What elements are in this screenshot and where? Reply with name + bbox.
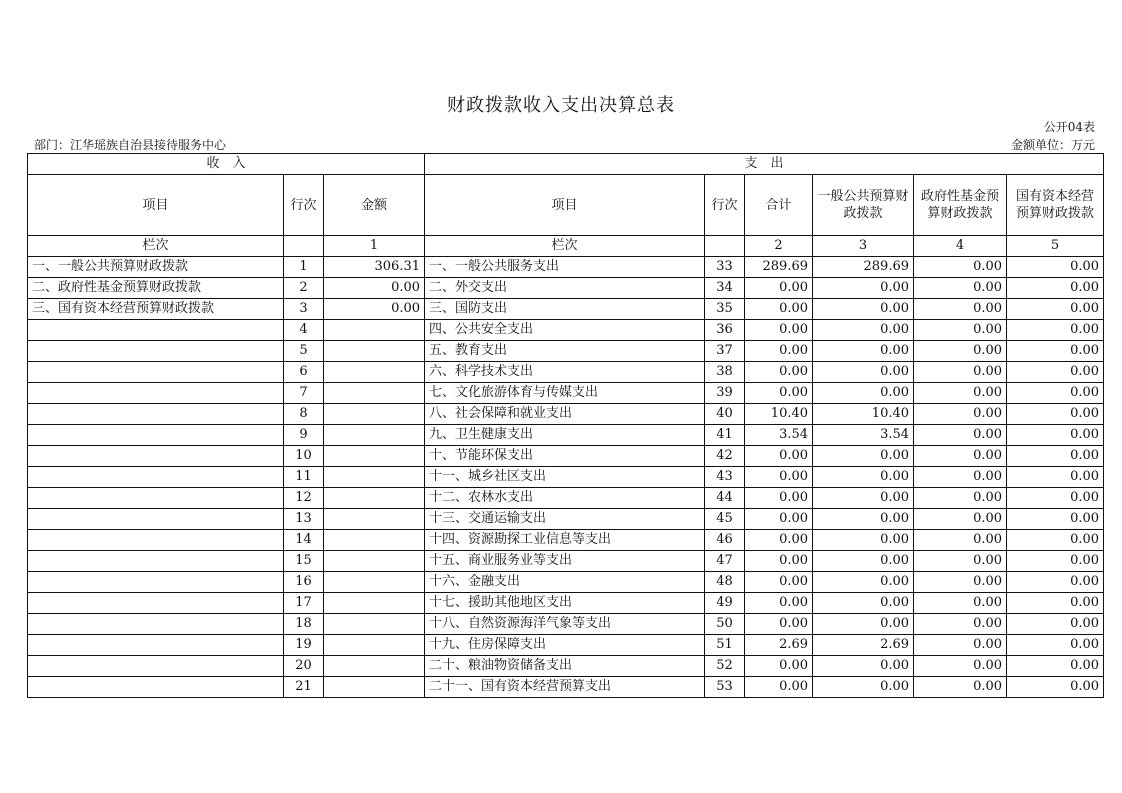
general-budget-cell: 0.00 (813, 467, 914, 488)
state-capital-cell: 0.00 (1007, 551, 1104, 572)
income-amount-cell (324, 341, 425, 362)
income-amount-cell (324, 488, 425, 509)
unit-label: 金额单位：万元 (1010, 138, 1095, 152)
general-budget-cell: 0.00 (813, 656, 914, 677)
income-amount-cell (324, 320, 425, 341)
table-row (28, 614, 1104, 635)
expense-row-number-cell: 44 (705, 488, 745, 509)
expense-row-number-cell: 46 (705, 530, 745, 551)
expense-row-number-cell: 49 (705, 593, 745, 614)
fund-budget-cell: 0.00 (914, 362, 1007, 383)
income-item-cell: 一、一般公共预算财政拨款 (28, 257, 284, 278)
income-amount-cell (324, 656, 425, 677)
income-amount-cell: 306.31 (324, 257, 425, 278)
state-capital-cell: 0.00 (1007, 425, 1104, 446)
income-item-cell (28, 614, 284, 635)
total-cell: 0.00 (745, 572, 813, 593)
total-cell: 0.00 (745, 341, 813, 362)
expense-row-number-cell: 48 (705, 572, 745, 593)
income-amount-cell (324, 677, 425, 698)
table-row (28, 635, 1104, 656)
expense-item-header: 项目 (425, 175, 705, 236)
income-row-number-cell: 16 (284, 572, 324, 593)
income-row-number-cell: 3 (284, 299, 324, 320)
state-capital-cell: 0.00 (1007, 509, 1104, 530)
fund-budget-cell: 0.00 (914, 530, 1007, 551)
income-row-number-cell: 19 (284, 635, 324, 656)
income-amount-cell (324, 467, 425, 488)
general-budget-cell: 0.00 (813, 446, 914, 467)
expense-row-number-cell: 51 (705, 635, 745, 656)
state-capital-cell: 0.00 (1007, 488, 1104, 509)
state-capital-cell: 0.00 (1007, 677, 1104, 698)
table-row (28, 341, 1104, 362)
total-cell: 0.00 (745, 530, 813, 551)
income-row-number-cell: 13 (284, 509, 324, 530)
income-item-cell (28, 593, 284, 614)
income-amount-cell (324, 383, 425, 404)
fund-budget-cell: 0.00 (914, 488, 1007, 509)
state-capital-cell: 0.00 (1007, 278, 1104, 299)
total-cell: 0.00 (745, 551, 813, 572)
fund-budget-cell: 0.00 (914, 593, 1007, 614)
table-row (28, 299, 1104, 320)
income-amount-cell (324, 551, 425, 572)
fund-budget-cell: 0.00 (914, 299, 1007, 320)
table-row (28, 509, 1104, 530)
income-row-number-cell: 20 (284, 656, 324, 677)
expense-item-cell: 三、国防支出 (425, 299, 705, 320)
expense-item-cell: 十八、自然资源海洋气象等支出 (425, 614, 705, 635)
general-budget-cell: 0.00 (813, 530, 914, 551)
summary-table (27, 153, 1104, 698)
income-amount-cell (324, 530, 425, 551)
expense-item-cell: 八、社会保障和就业支出 (425, 404, 705, 425)
state-capital-cell: 0.00 (1007, 257, 1104, 278)
income-row-number-cell: 11 (284, 467, 324, 488)
fund-budget-cell: 0.00 (914, 446, 1007, 467)
general-budget-cell: 0.00 (813, 299, 914, 320)
expense-item-cell: 五、教育支出 (425, 341, 705, 362)
income-item-cell (28, 635, 284, 656)
table-row (28, 467, 1104, 488)
income-amount-header: 金额 (324, 175, 425, 236)
state-capital-cell: 0.00 (1007, 320, 1104, 341)
expense-row-number-cell: 52 (705, 656, 745, 677)
general-budget-cell: 0.00 (813, 614, 914, 635)
page-title: 财政拨款收入支出决算总表 (447, 95, 675, 116)
state-capital-header: 国有资本经营预算财政拨款 (1007, 175, 1104, 236)
income-amount-cell (324, 593, 425, 614)
income-row-number-cell: 4 (284, 320, 324, 341)
table-row (28, 530, 1104, 551)
table-row (28, 362, 1104, 383)
income-amount-colno: 1 (324, 236, 425, 257)
general-budget-cell: 289.69 (813, 257, 914, 278)
table-row (28, 551, 1104, 572)
total-cell: 0.00 (745, 299, 813, 320)
general-budget-cell: 0.00 (813, 383, 914, 404)
total-cell: 289.69 (745, 257, 813, 278)
income-amount-cell (324, 446, 425, 467)
general-budget-cell: 0.00 (813, 278, 914, 299)
general-colno: 3 (813, 236, 914, 257)
expense-row-number-cell: 36 (705, 320, 745, 341)
fund-budget-cell: 0.00 (914, 572, 1007, 593)
fund-budget-cell: 0.00 (914, 341, 1007, 362)
income-row-number-cell: 15 (284, 551, 324, 572)
total-header: 合计 (745, 175, 813, 236)
table-row (28, 425, 1104, 446)
expense-row-number-cell: 33 (705, 257, 745, 278)
form-number: 公开04表 (1043, 120, 1095, 134)
expense-item-cell: 一、一般公共服务支出 (425, 257, 705, 278)
expense-row-blank (705, 236, 745, 257)
state-capital-cell: 0.00 (1007, 362, 1104, 383)
fund-budget-cell: 0.00 (914, 677, 1007, 698)
fund-budget-cell: 0.00 (914, 404, 1007, 425)
expense-item-cell: 九、卫生健康支出 (425, 425, 705, 446)
table-row (28, 488, 1104, 509)
total-cell: 0.00 (745, 446, 813, 467)
expense-row-number-cell: 50 (705, 614, 745, 635)
income-item-cell (28, 467, 284, 488)
expense-row-number-cell: 35 (705, 299, 745, 320)
income-amount-cell (324, 614, 425, 635)
expense-item-cell: 十九、住房保障支出 (425, 635, 705, 656)
total-cell: 0.00 (745, 278, 813, 299)
income-amount-cell (324, 425, 425, 446)
expense-item-cell: 六、科学技术支出 (425, 362, 705, 383)
expense-row-number-cell: 53 (705, 677, 745, 698)
general-budget-cell: 10.40 (813, 404, 914, 425)
fund-budget-cell: 0.00 (914, 383, 1007, 404)
expense-item-cell: 十、节能环保支出 (425, 446, 705, 467)
table-row (28, 257, 1104, 278)
income-item-cell (28, 530, 284, 551)
state-capital-cell: 0.00 (1007, 299, 1104, 320)
total-cell: 0.00 (745, 593, 813, 614)
expense-row-number-cell: 47 (705, 551, 745, 572)
income-item-cell (28, 488, 284, 509)
expense-item-cell: 二十、粮油物资储备支出 (425, 656, 705, 677)
fund-budget-cell: 0.00 (914, 467, 1007, 488)
fund-budget-cell: 0.00 (914, 635, 1007, 656)
expense-item-cell: 二十一、国有资本经营预算支出 (425, 677, 705, 698)
income-item-cell (28, 341, 284, 362)
state-capital-cell: 0.00 (1007, 341, 1104, 362)
expense-row-number-cell: 43 (705, 467, 745, 488)
general-budget-cell: 0.00 (813, 593, 914, 614)
expense-item-cell: 十二、农林水支出 (425, 488, 705, 509)
department-label: 部门：江华瑶族自治县接待服务中心 (34, 138, 227, 152)
general-budget-cell: 0.00 (813, 488, 914, 509)
table-row (28, 677, 1104, 698)
table-row (28, 446, 1104, 467)
state-capital-cell: 0.00 (1007, 656, 1104, 677)
income-row-number-cell: 21 (284, 677, 324, 698)
income-amount-cell (324, 572, 425, 593)
table-row (28, 656, 1104, 677)
expense-item-cell: 十六、金融支出 (425, 572, 705, 593)
fund-budget-cell: 0.00 (914, 278, 1007, 299)
state-capital-cell: 0.00 (1007, 635, 1104, 656)
general-budget-cell: 0.00 (813, 677, 914, 698)
fund-budget-cell: 0.00 (914, 509, 1007, 530)
general-budget-cell: 0.00 (813, 551, 914, 572)
fund-colno: 4 (914, 236, 1007, 257)
state-capital-cell: 0.00 (1007, 404, 1104, 425)
expense-section-header: 支 出 (425, 154, 1104, 175)
income-row-number-cell: 9 (284, 425, 324, 446)
state-colno: 5 (1007, 236, 1104, 257)
expense-row-number-cell: 34 (705, 278, 745, 299)
expense-item-cell: 十五、商业服务业等支出 (425, 551, 705, 572)
column-number-row (28, 236, 1104, 257)
income-amount-cell (324, 509, 425, 530)
state-capital-cell: 0.00 (1007, 383, 1104, 404)
total-cell: 0.00 (745, 614, 813, 635)
income-row-number-cell: 5 (284, 341, 324, 362)
total-cell: 0.00 (745, 320, 813, 341)
income-row-number-cell: 10 (284, 446, 324, 467)
total-cell: 0.00 (745, 677, 813, 698)
expense-item-cell: 十三、交通运输支出 (425, 509, 705, 530)
table-row (28, 572, 1104, 593)
general-budget-cell: 0.00 (813, 362, 914, 383)
income-row-header: 行次 (284, 175, 324, 236)
income-row-number-cell: 1 (284, 257, 324, 278)
income-amount-cell: 0.00 (324, 278, 425, 299)
total-cell: 10.40 (745, 404, 813, 425)
general-budget-cell: 0.00 (813, 341, 914, 362)
income-item-cell (28, 509, 284, 530)
income-item-cell (28, 362, 284, 383)
income-row-number-cell: 14 (284, 530, 324, 551)
total-cell: 0.00 (745, 509, 813, 530)
fund-budget-header: 政府性基金预算财政拨款 (914, 175, 1007, 236)
general-budget-cell: 0.00 (813, 320, 914, 341)
table-row (28, 383, 1104, 404)
expense-item-cell: 七、文化旅游体育与传媒支出 (425, 383, 705, 404)
fund-budget-cell: 0.00 (914, 551, 1007, 572)
section-header-row (28, 154, 1104, 175)
expense-column-label: 栏次 (425, 236, 705, 257)
fund-budget-cell: 0.00 (914, 656, 1007, 677)
income-row-number-cell: 6 (284, 362, 324, 383)
income-item-cell (28, 551, 284, 572)
general-budget-cell: 0.00 (813, 509, 914, 530)
income-item-cell (28, 404, 284, 425)
total-cell: 0.00 (745, 467, 813, 488)
table-row (28, 593, 1104, 614)
expense-row-number-cell: 39 (705, 383, 745, 404)
state-capital-cell: 0.00 (1007, 572, 1104, 593)
table-row (28, 278, 1104, 299)
total-cell: 3.54 (745, 425, 813, 446)
expense-item-cell: 十七、援助其他地区支出 (425, 593, 705, 614)
expense-row-number-cell: 45 (705, 509, 745, 530)
expense-item-cell: 十四、资源勘探工业信息等支出 (425, 530, 705, 551)
expense-item-cell: 二、外交支出 (425, 278, 705, 299)
fund-budget-cell: 0.00 (914, 320, 1007, 341)
expense-row-number-cell: 41 (705, 425, 745, 446)
income-section-header: 收 入 (28, 154, 425, 175)
state-capital-cell: 0.00 (1007, 614, 1104, 635)
income-item-cell (28, 656, 284, 677)
income-amount-cell (324, 362, 425, 383)
income-item-cell (28, 446, 284, 467)
income-item-cell (28, 383, 284, 404)
income-amount-cell (324, 635, 425, 656)
income-item-header: 项目 (28, 175, 284, 236)
income-row-number-cell: 12 (284, 488, 324, 509)
total-cell: 0.00 (745, 362, 813, 383)
general-budget-cell: 0.00 (813, 572, 914, 593)
income-row-blank (284, 236, 324, 257)
general-budget-cell: 2.69 (813, 635, 914, 656)
income-row-number-cell: 8 (284, 404, 324, 425)
income-amount-cell: 0.00 (324, 299, 425, 320)
income-row-number-cell: 17 (284, 593, 324, 614)
income-row-number-cell: 7 (284, 383, 324, 404)
expense-row-number-cell: 40 (705, 404, 745, 425)
table-row (28, 320, 1104, 341)
expense-item-cell: 四、公共安全支出 (425, 320, 705, 341)
state-capital-cell: 0.00 (1007, 446, 1104, 467)
income-column-label: 栏次 (28, 236, 284, 257)
table-row (28, 404, 1104, 425)
general-budget-header: 一般公共预算财政拨款 (813, 175, 914, 236)
expense-row-number-cell: 42 (705, 446, 745, 467)
income-item-cell: 二、政府性基金预算财政拨款 (28, 278, 284, 299)
expense-row-header: 行次 (705, 175, 745, 236)
fund-budget-cell: 0.00 (914, 614, 1007, 635)
income-item-cell: 三、国有资本经营预算财政拨款 (28, 299, 284, 320)
general-budget-cell: 3.54 (813, 425, 914, 446)
total-cell: 2.69 (745, 635, 813, 656)
income-item-cell (28, 677, 284, 698)
state-capital-cell: 0.00 (1007, 593, 1104, 614)
fund-budget-cell: 0.00 (914, 257, 1007, 278)
income-item-cell (28, 320, 284, 341)
expense-row-number-cell: 37 (705, 341, 745, 362)
income-item-cell (28, 572, 284, 593)
income-amount-cell (324, 404, 425, 425)
income-row-number-cell: 18 (284, 614, 324, 635)
total-cell: 0.00 (745, 656, 813, 677)
total-colno: 2 (745, 236, 813, 257)
column-header-row (28, 175, 1104, 236)
state-capital-cell: 0.00 (1007, 467, 1104, 488)
fund-budget-cell: 0.00 (914, 425, 1007, 446)
income-row-number-cell: 2 (284, 278, 324, 299)
total-cell: 0.00 (745, 488, 813, 509)
expense-row-number-cell: 38 (705, 362, 745, 383)
total-cell: 0.00 (745, 383, 813, 404)
expense-item-cell: 十一、城乡社区支出 (425, 467, 705, 488)
income-item-cell (28, 425, 284, 446)
state-capital-cell: 0.00 (1007, 530, 1104, 551)
